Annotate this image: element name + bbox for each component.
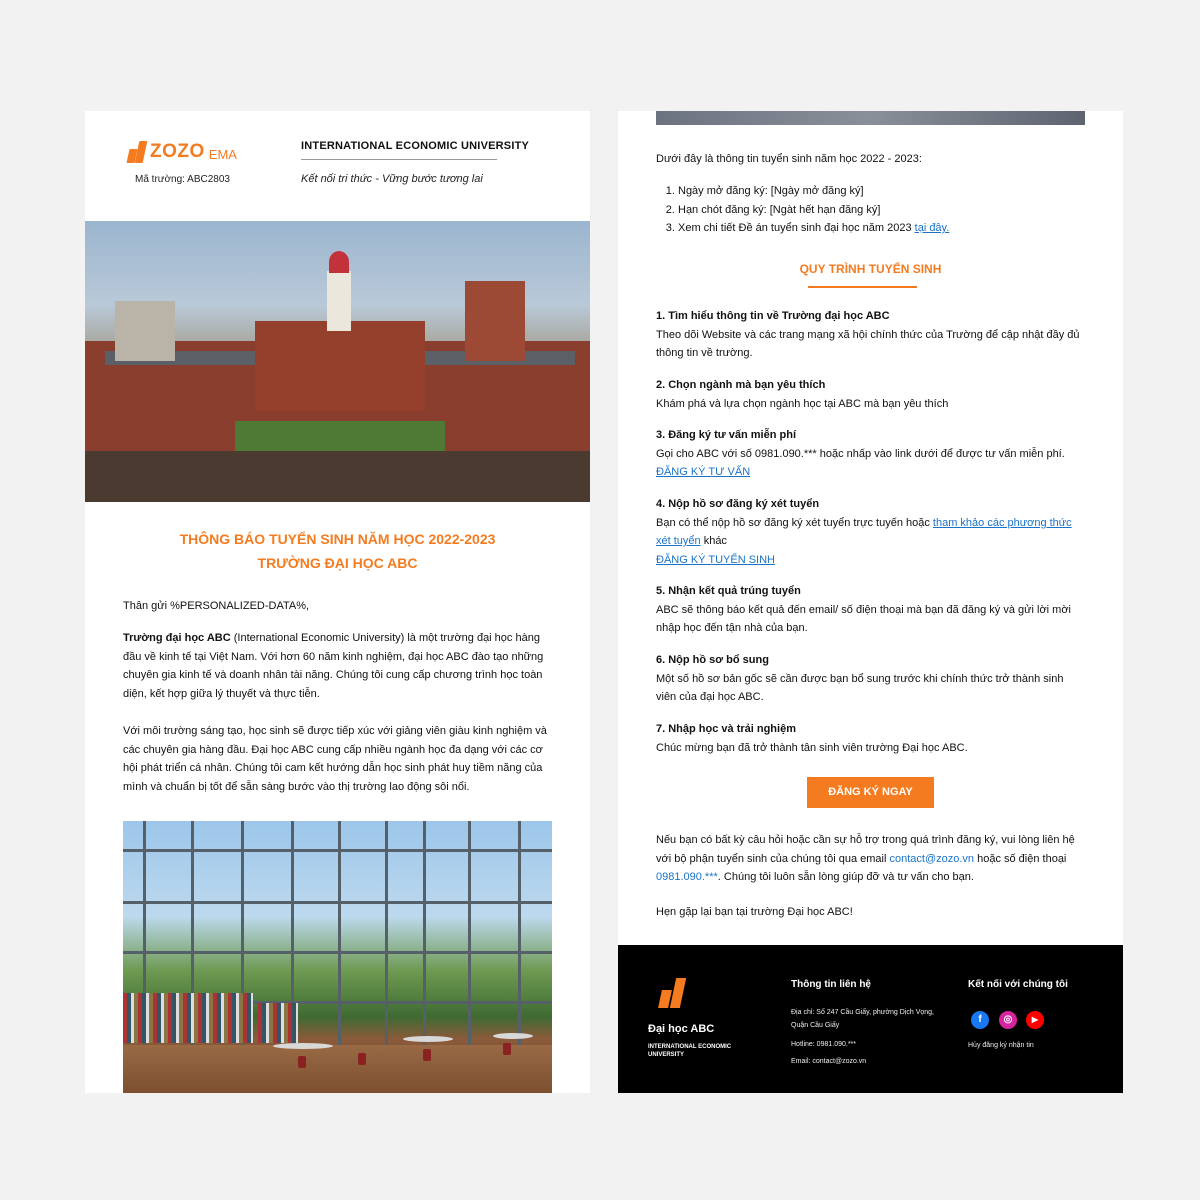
contact-paragraph [656,831,1086,887]
image-bottom-edge [656,111,1085,125]
contact-email-link[interactable]: contact@zozo.vn [889,852,975,865]
greeting: Thân gửi %PERSONALIZED-DATA%, [123,600,310,612]
library-image [123,821,552,1093]
step-body [656,514,1086,551]
footer-contact-heading: Thông tin liên hệ [791,979,871,990]
brand-name: ZOZO [150,141,205,162]
header-divider [301,159,497,160]
process-title: QUY TRÌNH TUYỂN SINH [799,262,942,276]
youtube-icon[interactable]: ▶ [1026,1011,1044,1029]
contact-text: hoặc số điện thoại [974,852,1067,865]
details-link[interactable]: tại đây. [914,222,950,234]
slogan: Kết nối tri thức - Vững bước tương lai [301,173,483,185]
list-item-text: Xem chi tiết Đề án tuyển sinh đại học năm 2023 [678,222,915,234]
farewell: Hẹn gặp lại bạn tại trường Đại học ABC! [656,906,853,918]
footer-university-name: Đại học ABC [648,1023,715,1035]
contact-text: Nếu bạn có bất kỳ câu hỏi hoặc cần sự hỗ trợ trong quá trình đăng ký, vui lòng liên hệ với bộ phận tuyển sinh của chúng tôi qua email [656,834,1075,865]
list-item [678,219,949,238]
email-panel-right [618,111,1123,1093]
step-body: Theo dõi Website và các trang mạng xã hội chính thức của Trường để cập nhật đầy đủ thông tin về trường. [656,328,1080,359]
contact-phone-link[interactable]: 0981.090.*** [656,871,718,883]
list-item: 1. Ngày mở đăng ký: [Ngày mở đăng ký] [678,182,949,201]
process-title-underline [808,286,917,288]
logo-mark-icon [128,141,148,163]
footer [618,945,1123,1093]
step-body: Chúc mừng bạn đã trở thành tân sinh viên trường Đại học ABC. [656,741,968,754]
facebook-icon[interactable]: f [971,1011,989,1029]
footer-email: Email: contact@zozo.vn [791,1058,867,1065]
footer-hotline: Hotline: 0981.090.*** [791,1041,856,1048]
step-body: Một số hồ sơ bản gốc sẽ cần được bạn bổ sung trước khi chính thức trở thành sinh viên của đại học ABC. [656,672,1064,703]
unsubscribe-link[interactable]: Hủy đăng ký nhận tin [968,1042,1034,1049]
info-intro: Dưới đây là thông tin tuyển sinh năm học 2022 - 2023: [656,153,922,165]
consult-register-link[interactable]: ĐĂNG KÝ TƯ VẤN [656,466,751,478]
step-heading: 1. Tìm hiểu thông tin về Trường đại học ABC [656,310,890,322]
step-heading: 6. Nộp hồ sơ bổ sung [656,654,769,666]
instagram-icon[interactable]: ◎ [999,1011,1017,1029]
step-body: Khám phá và lựa chọn ngành học tại ABC mà bạn yêu thích [656,397,949,410]
step-heading: 5. Nhận kết quả trúng tuyển [656,585,801,597]
intro-bold: Trường đại học ABC [123,632,231,644]
list-item: 2. Hạn chót đăng ký: [Ngàt hết hạn đăng ký] [678,201,949,220]
process-step-5 [656,582,1086,638]
campus-hero-image [85,221,590,502]
process-step-6 [656,651,1086,707]
footer-address: Địa chỉ: Số 247 Cầu Giấy, phường Dịch Vọng, Quận Cầu Giấy [791,1009,935,1029]
step-heading: 3. Đăng ký tư vấn miễn phí [656,429,796,441]
step-body-text: khác [700,535,727,547]
step-heading: 7. Nhập học và trải nghiệm [656,723,796,735]
announcement-title: THÔNG BÁO TUYỂN SINH NĂM HỌC 2022-2023 [179,531,496,547]
school-code: Mã trường: ABC2803 [135,174,230,185]
footer-connect-heading: Kết nối với chúng tôi [968,979,1068,990]
process-step-2 [656,376,1086,413]
process-step-1 [656,307,1086,363]
step-body: Gọi cho ABC với số 0981.090.*** hoặc nhấp vào link dưới để được tư vấn miễn phí. [656,447,1065,460]
announcement-subtitle: TRƯỜNG ĐẠI HỌC ABC [257,555,418,571]
footer-university-sub: INTERNATIONAL ECONOMIC UNIVERSITY [648,1044,732,1058]
step-body-text: Bạn có thể nộp hồ sơ đăng ký xét tuyển trực tuyến hoặc [656,516,933,529]
admission-methods-link[interactable]: tham khảo các phương thức xét tuyển [656,516,1072,547]
step-body: ABC sẽ thông báo kết quả đến email/ số điện thoại mà bạn đã đăng ký và gửi lời mời nhập học đến tận nhà của bạn. [656,603,1071,634]
process-step-4 [656,495,1086,569]
info-list [678,182,949,238]
intro-text: (International Economic University) là một trường đại học hàng đầu về kinh tế tại Việt Nam. Với hơn 60 năm kinh nghiệm, đại học ABC đào tạo những chuyên gia kinh tế và doanh nhân tài năng. Chúng tôi cung cấp chương trình học toàn diện, kết hợp giữa lý thuyết và thực tiễn. [123,632,544,700]
intro-paragraph [123,629,553,703]
register-now-button[interactable]: ĐĂNG KÝ NGAY [807,777,934,808]
brand-logo[interactable] [128,141,237,163]
footer-logo-icon [658,978,688,1008]
second-paragraph: Với môi trường sáng tạo, học sinh sẽ được tiếp xúc với giảng viên giàu kinh nghiệm và các chuyên gia hàng đầu. Đại học ABC cung cấp nhiều ngành học đa dạng với các cơ hội phát triển cá nhân. Chúng tôi cam kết hướng dẫn học sinh phát huy tiềm năng của mình và chuẩn bị tốt để sẵn sàng bước vào thị trường lao động sôi nổi. [123,725,547,793]
university-name: INTERNATIONAL ECONOMIC UNIVERSITY [301,140,530,152]
contact-text: . Chúng tôi luôn sẵn lòng giúp đỡ và tư vấn cho bạn. [717,871,974,883]
step-heading: 4. Nộp hồ sơ đăng ký xét tuyển [656,498,820,510]
brand-suffix: EMA [208,146,237,162]
process-step-7 [656,720,1086,757]
step-heading: 2. Chọn ngành mà bạn yêu thích [656,379,826,391]
process-step-3 [656,426,1086,482]
admission-register-link[interactable]: ĐĂNG KÝ TUYỂN SINH [656,553,775,566]
email-panel-left [85,111,590,1093]
